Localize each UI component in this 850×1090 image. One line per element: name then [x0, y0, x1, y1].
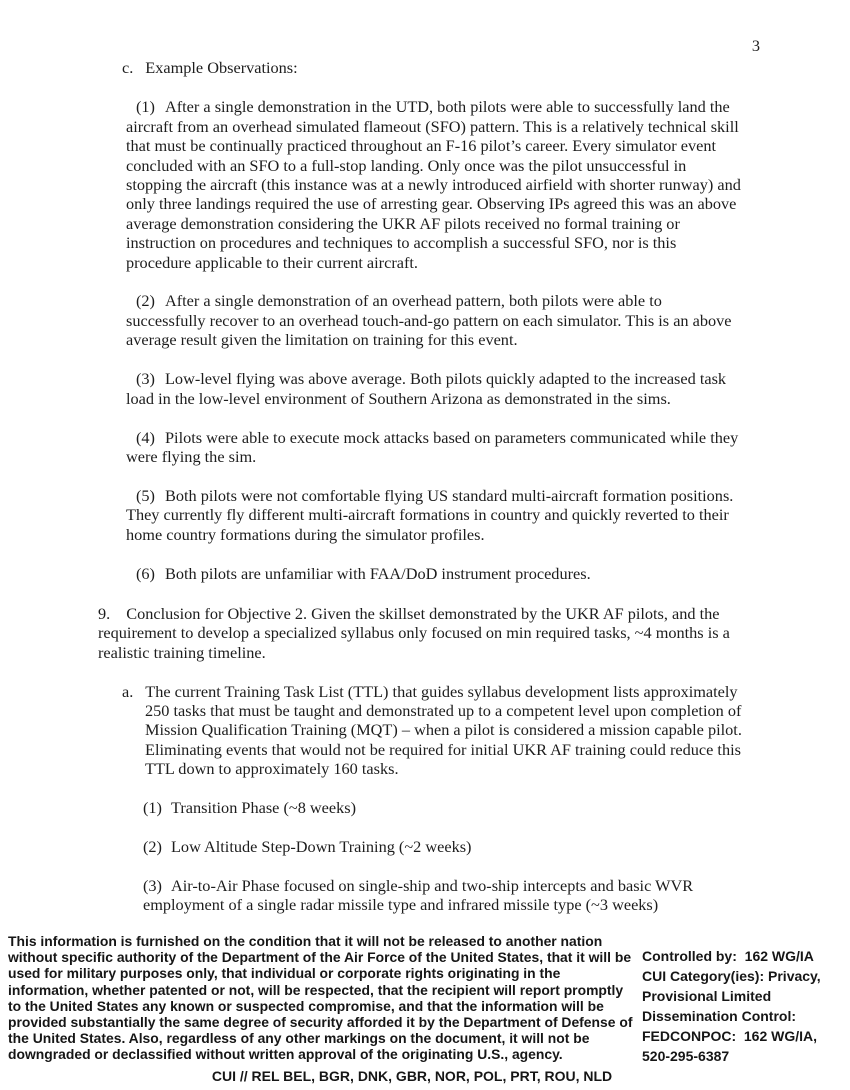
paragraph-a-text: The current Training Task List (TTL) that guides syllabus development lists approximately 250 tasks that must be taught and demonstrated up to a competent level upon completion of Mission Qualification Training (MQT) – when a pilot is considered a mission capable pilot. Eliminating events that would not be required for initial UKR AF training could reduce this TTL down to approximately 160 tasks.: [145, 681, 742, 779]
cui-category-line-2: Provisional Limited: [642, 988, 772, 1004]
observation-item-4: [126, 428, 742, 467]
section-c-heading: [122, 58, 742, 77]
fedconpoc-line: FEDCONPOC: 162 WG/IA,: [642, 1028, 818, 1044]
phase-1-number: (1): [143, 798, 162, 818]
observation-5-number: (5): [136, 485, 155, 505]
section-c-label: c.: [122, 58, 134, 78]
page-number: 3: [751, 36, 760, 55]
paragraph-9-number: 9.: [98, 603, 111, 623]
foreign-release-notice: This information is furnished on the condition that it will not be released to another nation without specific authority of the Department of the Air Force of the United States, that it will be used for military purposes only, that individual or corporate rights originating in the information, whether patented or not, will be respected, that the recipient will report promptly to the United States any known or suspected compromise, and that the information will be provided substantially the same degree of security afforded it by the Department of Defense of the United States. Also, regardless of any other markings on the document, it will not be downgraded or declassified without written approval of the originating U.S., agency.: [8, 933, 633, 1063]
observation-2-number: (2): [136, 291, 155, 311]
paragraph-a-ttl: [122, 681, 755, 779]
observation-item-5: [126, 486, 742, 544]
cui-footer: [0, 933, 850, 1066]
cui-footer-row: [0, 933, 850, 1066]
paragraph-a-label: a.: [122, 681, 134, 701]
cui-control-block: [642, 933, 847, 1066]
observation-6-text: Both pilots are unfamiliar with FAA/DoD instrument procedures.: [164, 563, 591, 583]
phase-1-text: Transition Phase (~8 weeks): [170, 798, 357, 818]
observation-3-number: (3): [136, 369, 155, 389]
observation-1-number: (1): [136, 97, 155, 117]
observation-item-6: [126, 564, 742, 583]
phase-item-3: [143, 876, 750, 915]
dissemination-control-line: Dissemination Control:: [642, 1008, 797, 1024]
phase-3-text: Air-to-Air Phase focused on single-ship and two-ship intercepts and basic WVR employment of a single radar missile type and infrared missile type (~3 weeks): [143, 876, 694, 915]
observation-1-text: After a single demonstration in the UTD, both pilots were able to successfully land the aircraft from an overhead simulated flameout (SFO) pattern. This is a relatively technical skill that must be continually practiced throughout an F-16 pilot’s career. Every simulator event concluded with an SFO to a full-stop landing. Only once was the pilot unsuccessful in stopping the aircraft (this instance was at a newly introduced airfield with shorter runway) and only three landings required the use of arresting gear. Observing IPs agreed this was an above average demonstration considering the UKR AF pilots received no formal training or instruction on procedures and techniques to accomplish a successful SFO, nor is this procedure applicable to their current aircraft.: [126, 97, 741, 272]
observation-item-3: [126, 369, 742, 408]
observation-4-number: (4): [136, 427, 155, 447]
controlled-by-line: Controlled by: 162 WG/IA: [642, 948, 814, 964]
phase-3-number: (3): [143, 876, 162, 895]
observation-2-text: After a single demonstration of an overhead pattern, both pilots were able to successfully recover to an overhead touch-and-go pattern on each simulator. This is an above average result given the limitation on training for this event.: [126, 291, 732, 350]
phase-item-1: [143, 798, 750, 817]
paragraph-9-text: Conclusion for Objective 2. Given the skillset demonstrated by the UKR AF pilots, and the requirement to develop a specialized syllabus only focused on min required tasks, ~4 months is a realistic training timeline.: [98, 603, 730, 662]
phase-2-text: Low Altitude Step-Down Training (~2 weeks): [170, 837, 472, 857]
observation-3-text: Low-level flying was above average. Both pilots quickly adapted to the increased task load in the low-level environment of Southern Arizona as demonstrated in the sims.: [126, 369, 727, 408]
observation-5-text: Both pilots were not comfortable flying US standard multi-aircraft formation positions. They currently fly different multi-aircraft formations in country and quickly reverted to their home country formations during the simulator profiles.: [126, 485, 734, 544]
observation-item-2: [126, 291, 742, 349]
phase-2-number: (2): [143, 837, 162, 857]
observation-item-1: [126, 97, 742, 272]
paragraph-9-conclusion: [98, 604, 744, 662]
section-c-title: Example Observations:: [145, 58, 298, 78]
cui-banner: CUI // REL BEL, BGR, DNK, GBR, NOR, POL, PRT, ROU, NLD: [211, 1068, 613, 1084]
cui-category-line: CUI Category(ies): Privacy,: [642, 968, 821, 984]
fedconpoc-phone-line: 520-295-6387: [642, 1048, 730, 1064]
phase-item-2: [143, 837, 750, 856]
observation-4-text: Pilots were able to execute mock attacks based on parameters communicated while they were flying the sim.: [126, 427, 739, 466]
observation-6-number: (6): [136, 563, 155, 583]
